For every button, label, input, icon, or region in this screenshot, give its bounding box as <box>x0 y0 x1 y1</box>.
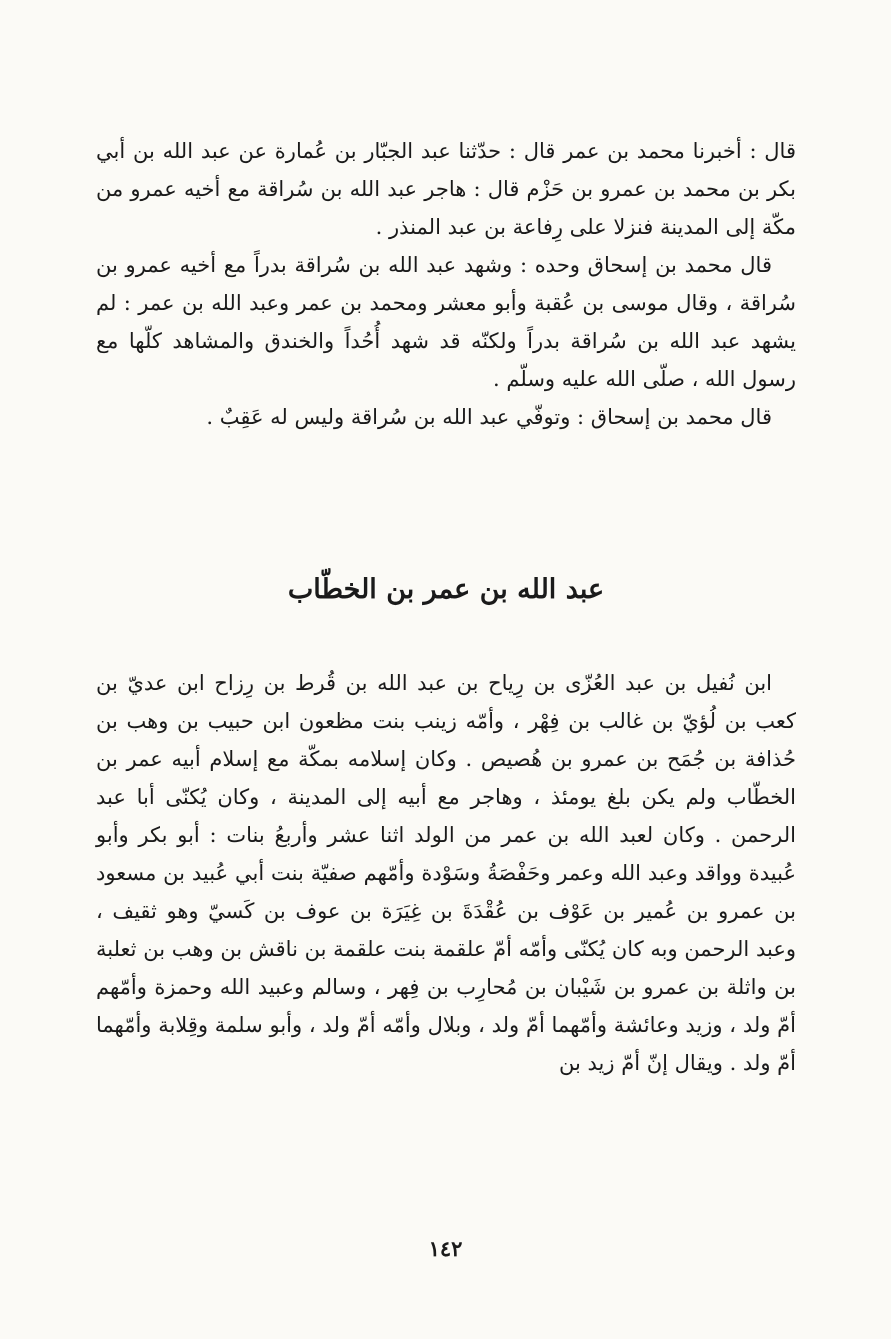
page-number: ١٤٢ <box>428 1236 463 1261</box>
paragraph: قال : أخبرنا محمد بن عمر قال : حدّثنا عبد الجبّار بن عُمارة عن عبد الله بن أبي بكر بن محمد بن عمرو بن حَزْم قال : هاجر عبد الله بن سُراقة مع أخيه عمرو من مكّة إلى المدينة فنزلا على رِفاعة بن عبد المنذر . <box>96 139 796 239</box>
bottom-text-block <box>96 664 796 1082</box>
paragraph: قال محمد بن إسحاق : وتوفّي عبد الله بن سُراقة وليس له عَقِبٌ . <box>206 405 772 429</box>
top-text-block <box>96 132 796 436</box>
section-title: عبد الله بن عمر بن الخطّاب <box>287 574 605 605</box>
paragraph: ابن نُفيل بن عبد العُزّى بن رِياح بن عبد الله بن قُرط بن رِزاح ابن عديّ بن كعب بن لُؤيّ بن غالب بن فِهْر ، وأمّه زينب بنت مظعون ابن حبيب بن وهب بن حُذافة بن جُمَح بن عمرو بن هُصيص . وكان إسلامه بمكّة مع إسلام أبيه عمر بن الخطّاب ولم يكن بلغ يومئذ ، وهاجر مع أبيه إلى المدينة ، وكان يُكنّى أبا عبد الرحمن . وكان لعبد الله بن عمر من الولد اثنا عشر وأربعُ بنات : أبو بكر وأبو عُبيدة وواقد وعبد الله وعمر وحَفْصَةُ وسَوْدة وأمّهم صفيّة بنت أبي عُبيد بن مسعود بن عمرو بن عُمير بن عَوْف بن عُقْدَةَ بن غِيَرَة بن عوف بن كَسيّ وهو ثقيف ، وعبد الرحمن وبه كان يُكنّى وأمّه أمّ علقمة بنت علقمة بن ناقش بن وهب بن ثعلبة بن واثلة بن عمرو بن شَيْبان بن مُحارِب بن فِهر ، وسالم وعبيد الله وحمزة وأمّهم أمّ ولد ، وزيد وعائشة وأمّهما أمّ ولد ، وبلال وأمّه أمّ ولد ، وأبو سلمة وقِلابة وأمّهما أمّ ولد . ويقال إنّ أمّ زيد بن <box>96 671 796 1075</box>
paragraph: قال محمد بن إسحاق وحده : وشهد عبد الله بن سُراقة بدراً مع أخيه عمرو بن سُراقة ، وقال موسى بن عُقبة وأبو معشر ومحمد بن عمر وعبد الله بن عمر : لم يشهد عبد الله بن سُراقة بدراً ولكنّه قد شهد أُحُداً والخندق والمشاهد كلّها مع رسول الله ، صلّى الله عليه وسلّم . <box>96 253 796 391</box>
section-heading-wrap <box>96 568 796 612</box>
